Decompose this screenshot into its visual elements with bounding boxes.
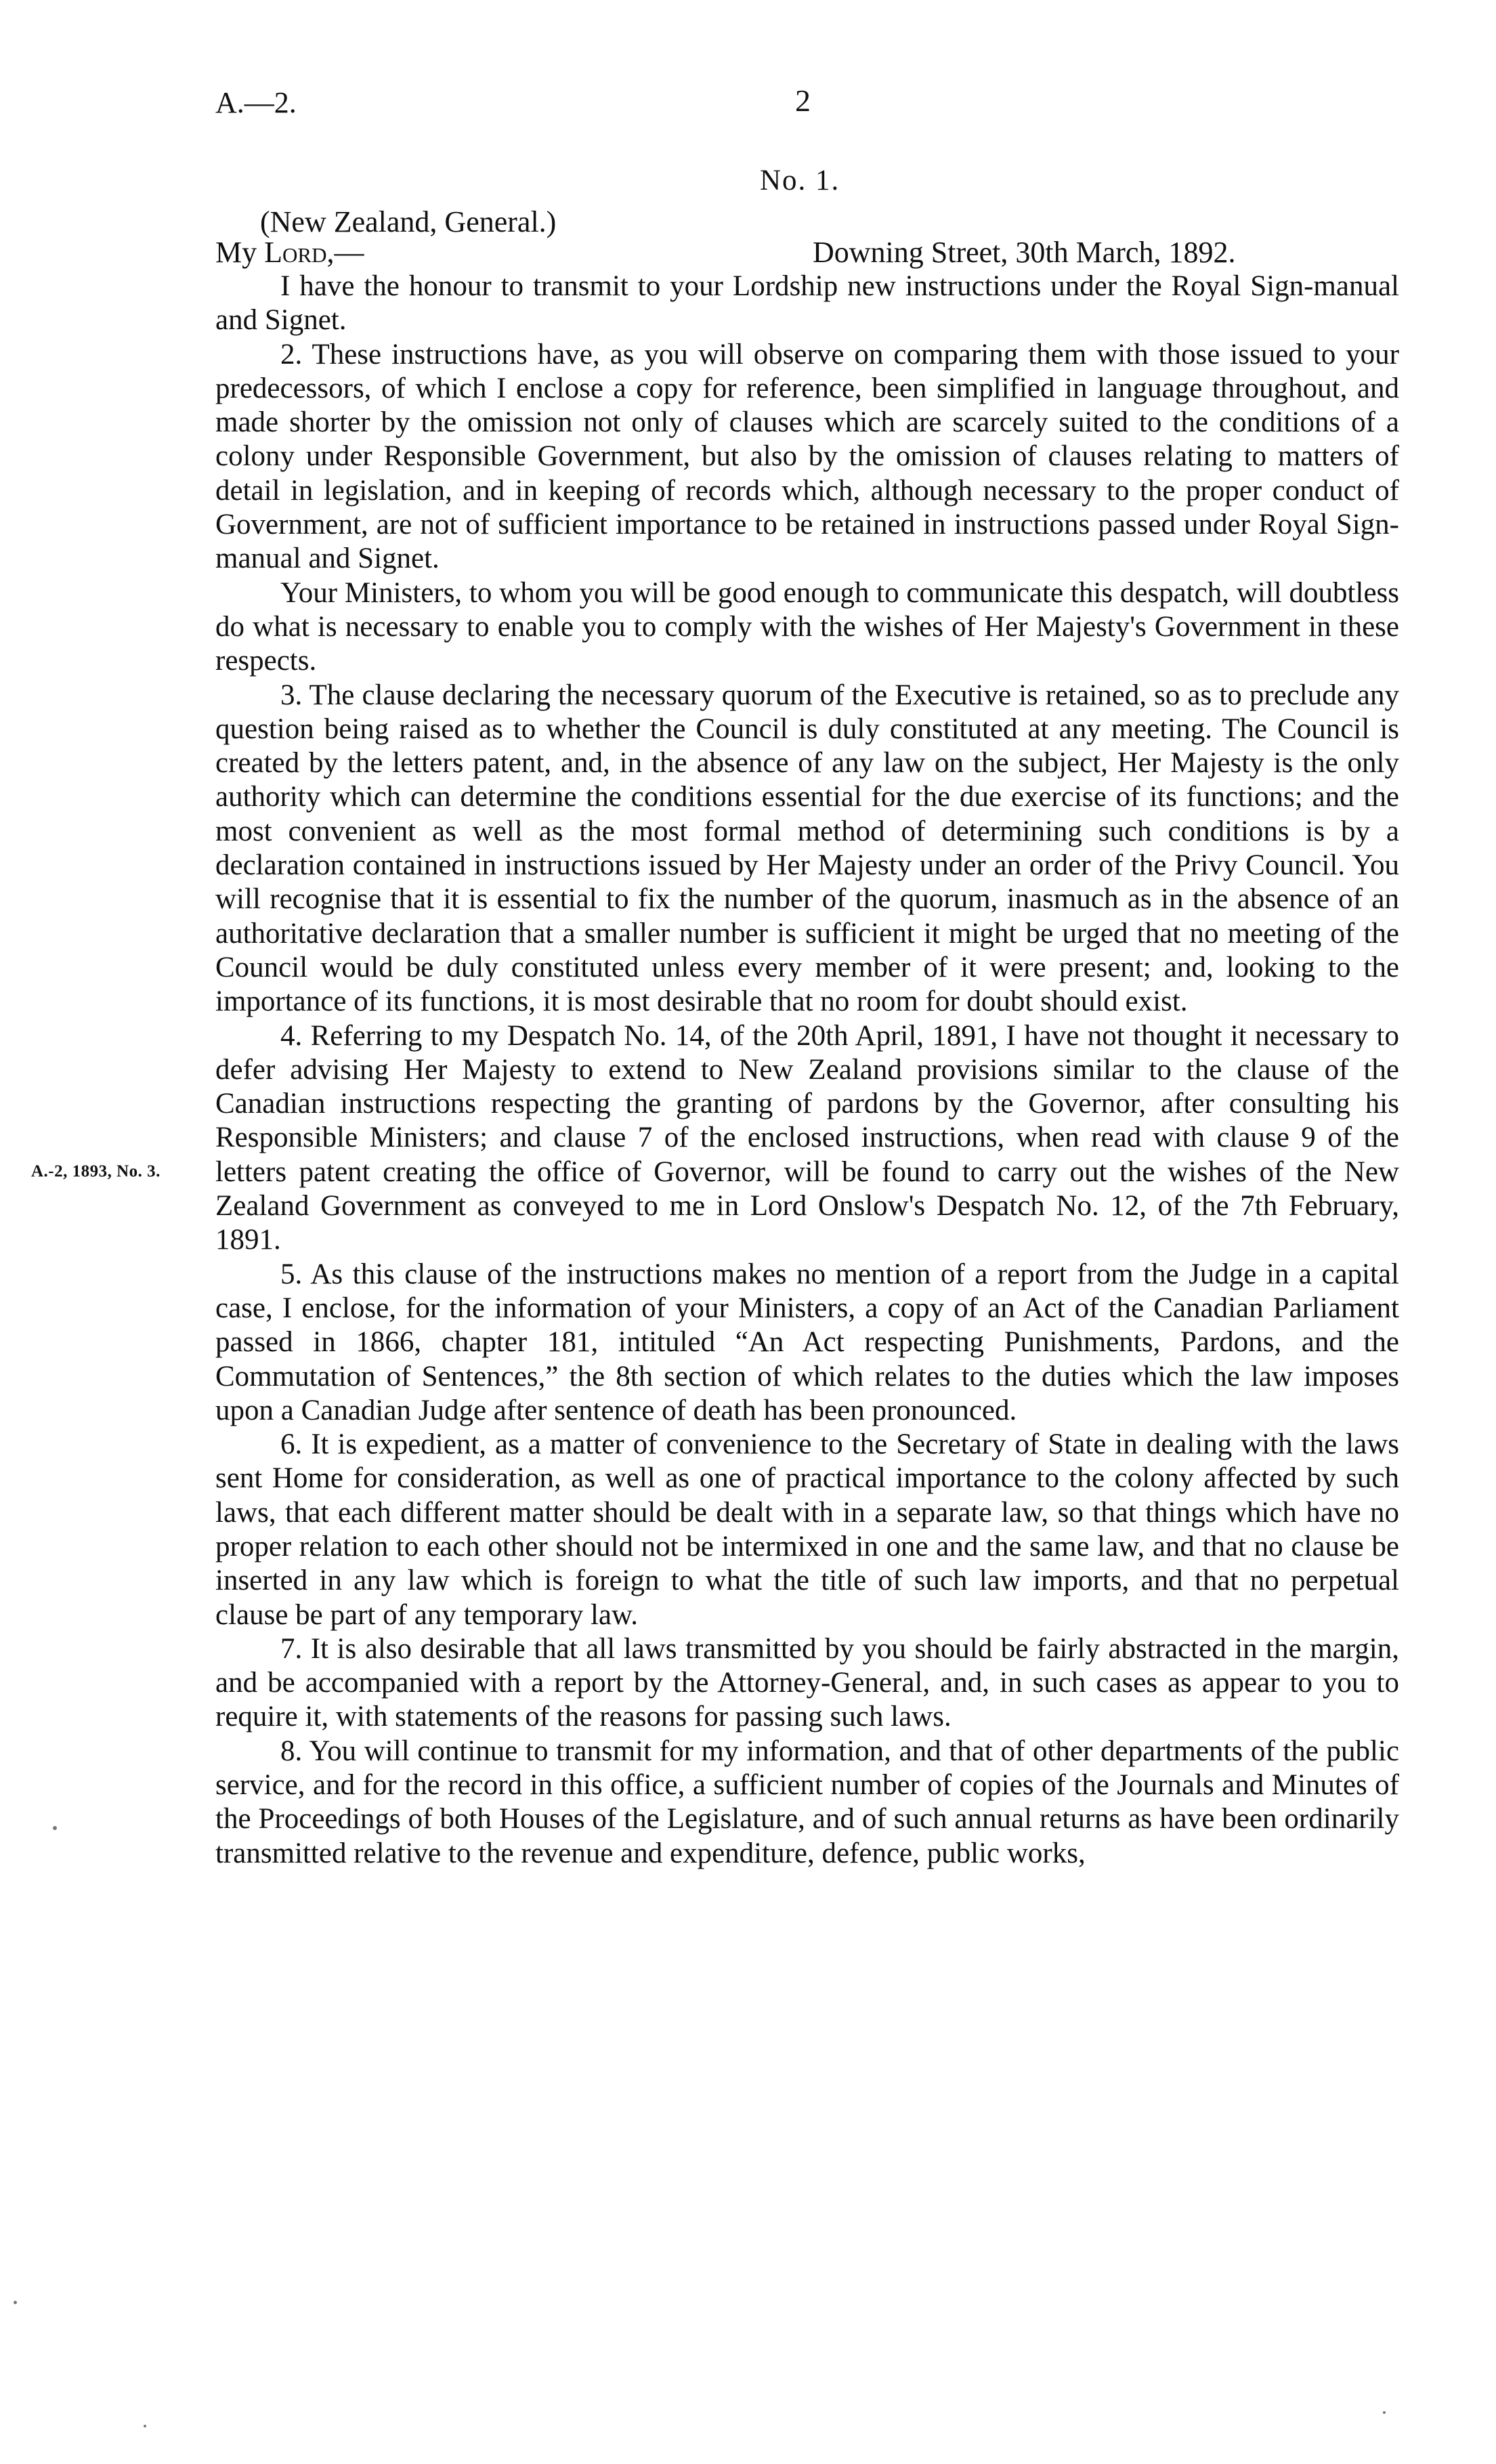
scan-speck <box>53 1826 57 1830</box>
page-identifier: A.—2. <box>215 86 297 119</box>
salutation-title: Lord <box>264 236 327 269</box>
paragraph-6: 6. It is expedient, as a matter of convenience to the Secretary of State in dealing with the laws sent Home for consideration, as well as one of practical importance to the colony affected by such laws, that each different matter should be dealt with in a separate law, so that things which have no proper relation to each other should not be intermixed in one and the same law, and that no clause be inserted in any law which is foreign to what the title of such law imports, and that no perpetual clause be part of any temporary law. <box>215 1428 1399 1631</box>
scan-speck <box>1383 2411 1386 2414</box>
paragraph-8: 8. You will continue to transmit for my information, and that of other departments of the public service, and for the record in this office, a sufficient number of copies of the Journals and Minutes of the Proceedings of both Houses of the Legislature, and of such annual returns as have been ordinarily transmitted relative to the revenue and expenditure, defence, public works, <box>215 1735 1399 1869</box>
letter-body <box>215 270 1399 1871</box>
paragraph-ministers: Your Ministers, to whom you will be good enough to communicate this despatch, will doubtless do what is necessary to enable you to comply with the wishes of Her Majesty's Government in these respects. <box>215 576 1399 677</box>
paragraph-7: 7. It is also desirable that all laws transmitted by you should be fairly abstracted in the margin, and be accompanied with a report by the Attorney-General, and, in such cases as appear to you to require it, with statements of the reasons for passing such laws. <box>215 1632 1399 1733</box>
scan-speck <box>144 2425 146 2427</box>
document-number: No. 1. <box>760 165 840 196</box>
paragraph-4: 4. Referring to my Despatch No. 14, of the 20th April, 1891, I have not thought it necessary to defer advising Her Majesty to extend to New Zealand provisions similar to the clause of the Canadian instructions respecting the granting of pardons by the Governor, after consulting his Responsible Ministers; and clause 7 of the enclosed instructions, when read with clause 9 of the letters patent creating the office of Governor, will be found to carry out the wishes of the New Zealand Government as conveyed to me in Lord Onslow's Despatch No. 12, of the 7th February, 1891. <box>215 1019 1399 1256</box>
scan-speck <box>14 2301 17 2304</box>
paragraph-3: 3. The clause declaring the necessary quorum of the Executive is retained, so as to preclude any question being raised as to whether the Council is duly constituted at any meeting. The Council is created by the letters patent, and, in the absence of any law on the subject, Her Majesty is the only authority which can determine the conditions essential for the due exercise of its functions; and the most convenient as well as the most formal method of determining such conditions is by a declaration contained in instructions issued by Her Majesty under an order of the Privy Council. You will recognise that it is essential to fix the number of the quorum, inasmuch as in the absence of an authoritative declaration that a smaller number is sufficient it might be urged that no meeting of the Council would be duly constituted unless every member of it were present; and, looking to the importance of its functions, it is most desirable that no room for doubt should exist. <box>215 679 1399 1018</box>
paragraph-intro: I have the honour to transmit to your Lordship new instructions under the Royal Sign-manual and Signet. <box>215 270 1399 337</box>
salutation-line <box>215 235 1401 272</box>
salutation <box>215 235 364 270</box>
margin-reference-note: A.-2, 1893, No. 3. <box>31 1162 161 1181</box>
salutation-prefix: My <box>215 236 257 269</box>
colony-heading: (New Zealand, General.) <box>260 205 557 238</box>
paragraph-2: 2. These instructions have, as you will observe on comparing them with those issued to your predecessors, of which I enclose a copy for reference, been simplified in language throughout, and made shorter by the omission not only of clauses which are scarcely suited to the conditions of a colony under Responsible Government, but also by the omission of clauses relating to matters of detail in legislation, and in keeping of records which, although necessary to the proper conduct of Government, are not of sufficient importance to be retained in instructions passed under Royal Sign-manual and Signet. <box>215 338 1399 575</box>
paragraph-5: 5. As this clause of the instructions makes no mention of a report from the Judge in a capital case, I enclose, for the information of your Ministers, a copy of an Act of the Canadian Parliament passed in 1866, chapter 181, intituled “An Act respecting Punishments, Pardons, and the Commutation of Sentences,” the 8th section of which relates to the duties which the law imposes upon a Canadian Judge after sentence of death has been pronounced. <box>215 1258 1399 1426</box>
salutation-suffix: ,— <box>326 236 364 269</box>
page-number: 2 <box>795 83 811 118</box>
dateline: Downing Street, 30th March, 1892. <box>813 236 1236 269</box>
